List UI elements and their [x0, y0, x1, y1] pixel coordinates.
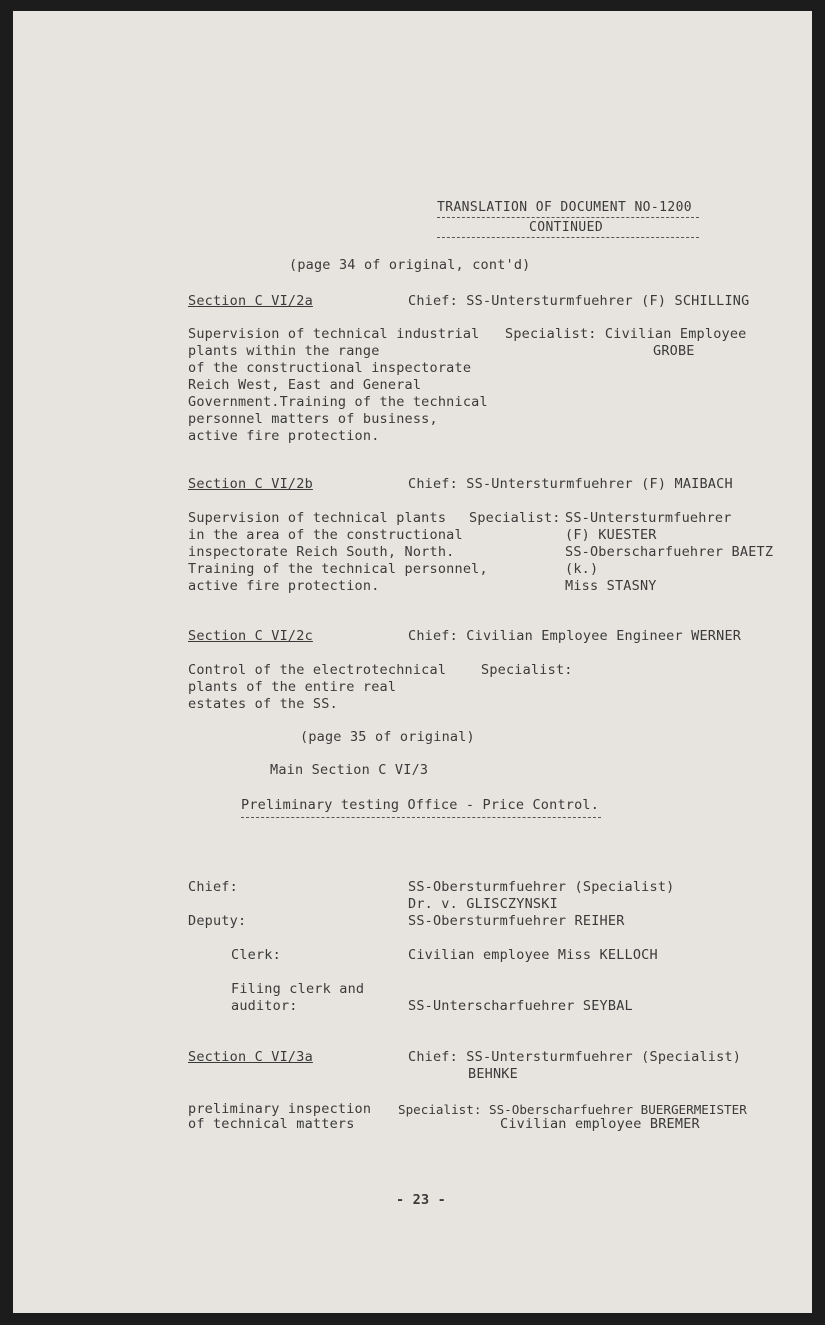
deputy-value: SS-Obersturmfuehrer REIHER	[408, 913, 625, 929]
office-title: Preliminary testing Office - Price Control.	[241, 797, 600, 813]
clerk-value: Civilian employee Miss KELLOCH	[408, 947, 658, 963]
office-title-rule	[241, 817, 601, 818]
section-specialist: Specialist: SS-Oberscharfuehrer BUERGERMEISTER	[398, 1102, 747, 1117]
main-section-title: Main Section C VI/3	[270, 762, 429, 778]
chief-value: SS-Obersturmfuehrer (Specialist)	[408, 879, 675, 895]
filing-label: Filing clerk and	[231, 981, 365, 997]
filing-value: SS-Unterscharfuehrer SEYBAL	[408, 998, 633, 1014]
section-specialist-label: Specialist:	[481, 662, 573, 678]
filing-label-2: auditor:	[231, 998, 298, 1014]
page-number: - 23 -	[396, 1192, 446, 1208]
section-title: Section C VI/2b	[188, 476, 313, 492]
section-specialist-label: Specialist:	[469, 510, 561, 526]
section-chief: Chief: SS-Untersturmfuehrer (F) MAIBACH	[408, 476, 733, 492]
clerk-label: Clerk:	[231, 947, 281, 963]
section-title: Section C VI/2a	[188, 293, 313, 309]
section-chief: Chief: SS-Untersturmfuehrer (Specialist)	[408, 1049, 742, 1065]
header-rule-1	[437, 217, 699, 218]
section-specialist-2: Civilian employee BREMER	[500, 1116, 700, 1132]
section-chief: Chief: Civilian Employee Engineer WERNER	[408, 628, 742, 644]
page-note: (page 34 of original, cont'd)	[289, 257, 531, 273]
section-title: Section C VI/3a	[188, 1049, 313, 1065]
section-specialist-name: GROBE	[653, 343, 695, 359]
document-page: TRANSLATION OF DOCUMENT NO-1200 CONTINUED (page 34 of original, cont'd) Section C VI/2a Chief: SS-Untersturmfuehrer (F) SCHILLING Supervision of technical industrial plants within the range of the constructional inspectorate Reich West, East and General Government.Training of the technical personnel matters of business, active fire protection. Specialist: Civilian Employee GROBE Section C VI/2b Chief: SS-Untersturmfuehrer (F) MAIBACH Supervision of technical plants in the area of the constructional inspectorate Reich South, North. Training of the technical personnel, active fire protection. Specialist: SS-Untersturmfuehrer (F) KUESTER SS-Oberscharfuehrer BAETZ (k.) Miss STASNY Section C VI/2c Chief: Civilian Employee Engineer WERNER Control of the electrotechnical plants of the entire real estates of the SS. Specialist: (page 35 of original) Main Section C VI/3 Preliminary testing Office - Price Control. Chief: SS-Obersturmfuehrer (Specialist) Dr. v. GLISCZYNSKI Deputy: SS-Obersturmfuehrer REIHER Clerk: Civilian employee Miss KELLOCH Filing clerk and auditor: SS-Unterscharfuehrer SEYBAL Section C VI/3a Chief: SS-Untersturmfuehrer (Specialist) BEHNKE preliminary inspection of technical matters Specialist: SS-Oberscharfuehrer BUERGERMEISTER Civilian employee BREMER - 23 -	[13, 11, 812, 1313]
section-specialist: Specialist: Civilian Employee	[505, 326, 747, 342]
page-note: (page 35 of original)	[300, 729, 475, 745]
section-description-2: of technical matters	[188, 1116, 355, 1132]
section-chief: Chief: SS-Untersturmfuehrer (F) SCHILLING	[408, 293, 750, 309]
header-title: TRANSLATION OF DOCUMENT NO-1200	[437, 200, 693, 215]
deputy-label: Deputy:	[188, 913, 247, 929]
section-description: preliminary inspection	[188, 1101, 372, 1117]
section-chief-name: BEHNKE	[468, 1066, 518, 1082]
chief-value-name: Dr. v. GLISCZYNSKI	[408, 896, 558, 912]
header-rule-2	[437, 237, 699, 238]
chief-label: Chief:	[188, 879, 238, 895]
header-continued: CONTINUED	[529, 220, 604, 235]
section-title: Section C VI/2c	[188, 628, 313, 644]
